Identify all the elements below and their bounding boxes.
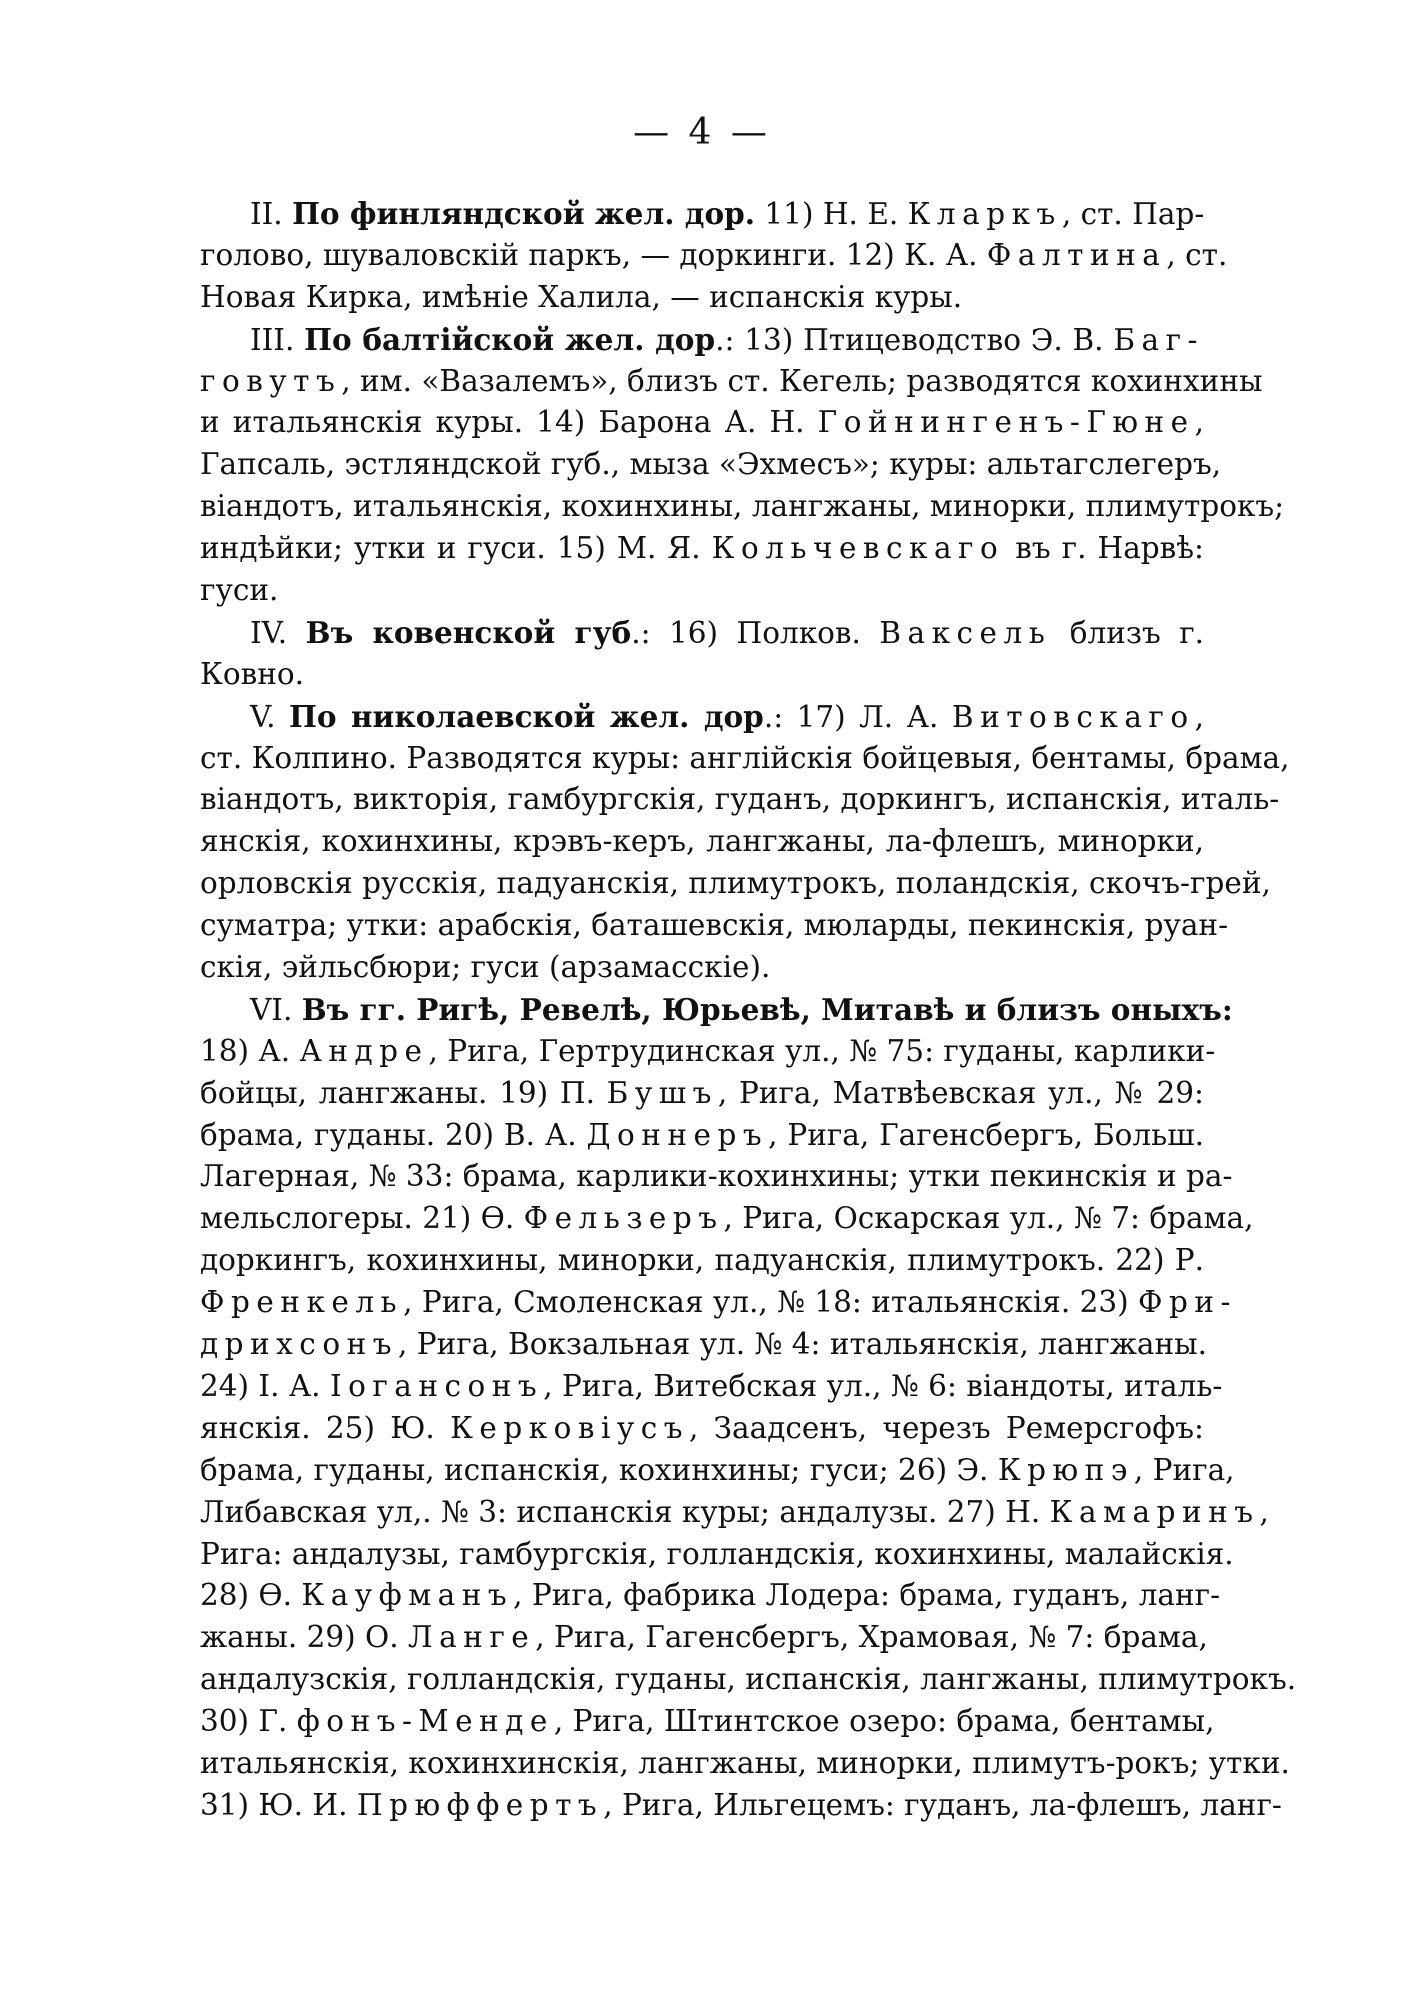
- text-run: ,: [1194, 699, 1204, 734]
- text-run: віандотъ, итальянскія, кохинхины, лангжаны, минорки, плимутрокъ;: [200, 489, 1285, 524]
- spaced-name: Камаринъ: [1049, 1494, 1260, 1529]
- text-run: доркингъ, кохинхины, минорки, падуанскія, плимутрокъ. 22) Р.: [200, 1243, 1204, 1278]
- text-line: [200, 696, 1204, 738]
- text-line: [200, 1366, 1223, 1408]
- text-line: [200, 528, 1204, 570]
- text-run: Лагерная, № 33: брама, карлики-кохинхины; утки пекинскія и ра-: [200, 1159, 1233, 1194]
- text-run: Новая Кирка, имѣніе Халила, — испанскія куры.: [200, 279, 963, 314]
- spaced-name: Керковіусъ: [450, 1410, 690, 1445]
- spaced-name: фонъ-Менде: [296, 1704, 554, 1739]
- spaced-name: говутъ: [200, 363, 342, 398]
- text-run: VI.: [250, 992, 302, 1027]
- spaced-name: Витовскаго: [951, 699, 1195, 734]
- text-line: [200, 319, 1204, 361]
- text-line: [200, 277, 1204, 319]
- text-line: [200, 235, 1228, 277]
- text-line: [200, 905, 1229, 947]
- spaced-name: Бушъ: [606, 1075, 718, 1110]
- text-run: брама, гуданы, испанскія, кохинхины; гуси; 26) Э.: [200, 1452, 998, 1487]
- spaced-name: Фри-: [1138, 1285, 1238, 1320]
- spaced-name: Доннеръ: [586, 1117, 769, 1152]
- text-run: , Рига, Смоленская ул., № 18: итальянскія. 23): [403, 1285, 1139, 1320]
- text-run: .: 13) Птицеводство Э. В.: [715, 322, 1114, 357]
- text-run: итальянскія, кохинхинскія, лангжаны, минорки, плимутъ-рокъ; утки.: [200, 1745, 1290, 1780]
- text-run: V.: [250, 699, 290, 734]
- text-line: [200, 361, 1263, 403]
- text-run: Либавская ул,. № 3: испанскія куры; андалузы. 27) Н.: [200, 1494, 1050, 1529]
- text-line: [200, 1701, 1215, 1743]
- text-run: .: 17) Л. А.: [763, 699, 952, 734]
- spaced-name: Фельзеръ: [523, 1201, 724, 1236]
- section-heading: Въ гг. Ригѣ, Ревелѣ, Юрьевѣ, Митавѣ и близъ оныхъ:: [301, 991, 1233, 1027]
- body-text: [200, 193, 1297, 1827]
- text-line: [200, 1408, 1204, 1450]
- text-line: [200, 1450, 1235, 1492]
- text-run: ,: [1194, 405, 1204, 440]
- text-run: IV.: [250, 615, 306, 650]
- text-run: орловскія русскія, падуанскія, плимутрокъ, поландскія, скочъ-грей,: [200, 866, 1271, 901]
- text-line: [200, 779, 1280, 821]
- text-run: близъ г.: [1051, 615, 1205, 650]
- text-line: [200, 1743, 1290, 1785]
- text-run: 31) Ю. И.: [200, 1787, 357, 1822]
- text-run: бойцы, лангжаны. 19) П.: [200, 1075, 607, 1110]
- text-run: скія, эйльсбюри; гуси (арзамасскіе).: [200, 950, 771, 985]
- text-run: андалузскія, голландскія, гуданы, испанскія, лангжаны, плимутрокъ.: [200, 1662, 1297, 1697]
- text-line: [200, 1282, 1238, 1324]
- text-line: [200, 1575, 1221, 1617]
- text-run: янскія. 25) Ю.: [200, 1410, 451, 1445]
- text-run: ,: [1259, 1494, 1269, 1529]
- section-heading: По балтійской жел. дор: [304, 321, 716, 357]
- spaced-name: Кларкъ: [907, 197, 1062, 231]
- spaced-name: Гойнингенъ-Гюне: [817, 405, 1195, 440]
- text-run: жаны. 29) О.: [200, 1620, 408, 1655]
- text-run: , Рига, Гертрудинская ул., № 75: гуданы, карлики-: [428, 1033, 1216, 1068]
- spaced-name: Фалтина: [986, 237, 1167, 272]
- text-line: [200, 1617, 1208, 1659]
- text-line: [200, 402, 1204, 444]
- text-run: и итальянскія куры. 14) Барона А. Н.: [200, 405, 818, 440]
- section-heading: По финляндской жел. дор.: [292, 196, 756, 231]
- spaced-name: Прюффертъ: [356, 1787, 604, 1822]
- text-run: , Рига, Гагенсбергъ, Больш.: [768, 1117, 1205, 1152]
- text-line: [200, 821, 1204, 863]
- text-line: [200, 193, 1204, 235]
- text-run: Гапсаль, эстляндской губ., мыза «Эхмесъ»; куры: альтагслегеръ,: [200, 447, 1222, 482]
- text-line: [200, 1115, 1204, 1157]
- text-run: , Рига, Матвѣевская ул., № 29:: [717, 1075, 1204, 1110]
- text-run: брама, гуданы. 20) В. А.: [200, 1117, 587, 1152]
- page-number: — 4 —: [633, 112, 771, 153]
- text-line: [200, 1534, 1234, 1576]
- text-line: [200, 654, 1204, 696]
- spaced-name: Френкель: [200, 1285, 404, 1320]
- text-run: , ст. Пар-: [1061, 197, 1205, 231]
- text-line: [200, 1240, 1204, 1282]
- text-line: [200, 738, 1290, 780]
- text-run: , им. «Вазалемъ», близъ ст. Кегель; разводятся кохинхины: [341, 363, 1263, 398]
- spaced-name: дрихсонъ: [200, 1327, 398, 1362]
- text-run: , Заадсенъ, черезъ Ремерсгофъ:: [689, 1410, 1204, 1445]
- text-run: индѣйки; утки и гуси. 15) М. Я.: [200, 531, 712, 566]
- text-run: , Рига,: [1133, 1452, 1235, 1487]
- text-line: [200, 1492, 1269, 1534]
- text-run: 30) Г.: [200, 1704, 297, 1739]
- text-run: мельслогеры. 21) Ѳ.: [200, 1201, 524, 1236]
- text-line: [200, 612, 1204, 654]
- spaced-name: Іогансонъ: [329, 1368, 544, 1403]
- text-line: [200, 1324, 1207, 1366]
- text-run: янскія, кохинхины, крэвъ-керъ, лангжаны, ла-флешъ, минорки,: [200, 824, 1204, 859]
- text-run: суматра; утки: арабскія, баташевскія, мюларды, пекинскія, руан-: [200, 908, 1229, 943]
- spaced-name: Андре: [299, 1033, 429, 1068]
- text-line: [200, 1156, 1233, 1198]
- text-run: гуси.: [200, 573, 279, 608]
- text-run: , Рига, Вокзальная ул. № 4: итальянскія, лангжаны.: [397, 1327, 1207, 1362]
- text-run: ст. Колпино. Разводятся куры: англійскія бойцевыя, бентамы, брама,: [200, 740, 1290, 775]
- text-run: 18) А.: [200, 1033, 300, 1068]
- section-heading: По николаевской жел. дор: [289, 698, 764, 734]
- text-run: 11) Н. Е.: [755, 197, 908, 231]
- text-run: , Рига, Витебская ул., № 6: віандоты, италь-: [543, 1368, 1223, 1403]
- text-run: II.: [250, 197, 293, 231]
- text-line: [200, 486, 1285, 528]
- text-run: III.: [250, 322, 305, 357]
- text-line: [200, 1198, 1254, 1240]
- spaced-name: Кольчевскаго: [711, 531, 1005, 566]
- text-run: , Рига, Штинтское озеро: брама, бентамы,: [553, 1704, 1215, 1739]
- spaced-name: Баг-: [1113, 322, 1205, 357]
- text-run: , Рига, Ильгецемъ: гуданъ, ла-флешъ, ланг-: [603, 1787, 1282, 1822]
- text-line: [200, 1659, 1297, 1701]
- text-run: голово, шуваловскій паркъ, — доркинги. 12) К. А.: [200, 237, 987, 272]
- text-run: , ст.: [1166, 237, 1228, 272]
- text-run: , Рига, Оскарская ул., № 7: брама,: [723, 1201, 1254, 1236]
- text-line: [200, 863, 1271, 905]
- text-line: [200, 989, 1233, 1031]
- spaced-name: Крюпэ: [997, 1452, 1134, 1487]
- text-line: [200, 444, 1222, 486]
- text-run: Рига: андалузы, гамбургскія, голландскія, кохинхины, малайскія.: [200, 1536, 1234, 1571]
- text-line: [200, 570, 1204, 612]
- text-run: 28) Ѳ.: [200, 1578, 302, 1613]
- text-line: [200, 947, 1204, 989]
- spaced-name: Ваксель: [879, 615, 1052, 650]
- text-run: , Рига, Гагенсбергъ, Храмовая, № 7: брама,: [535, 1620, 1208, 1655]
- text-line: [200, 1785, 1282, 1827]
- text-run: въ г. Нарвѣ:: [1004, 531, 1204, 566]
- text-line: [200, 1073, 1204, 1115]
- text-run: 24) I. А.: [200, 1368, 330, 1403]
- text-run: .: 16) Полков.: [631, 615, 880, 650]
- spaced-name: Кауфманъ: [301, 1578, 514, 1613]
- spaced-name: Ланге: [407, 1620, 536, 1655]
- text-run: , Рига, фабрика Лодера: брама, гуданъ, ланг-: [513, 1578, 1221, 1613]
- section-heading: Въ ковенской губ: [305, 614, 632, 650]
- text-run: віандотъ, викторія, гамбургскія, гуданъ, доркингъ, испанскія, италь-: [200, 782, 1280, 817]
- text-run: Ковно.: [200, 656, 304, 691]
- text-line: [200, 1031, 1216, 1073]
